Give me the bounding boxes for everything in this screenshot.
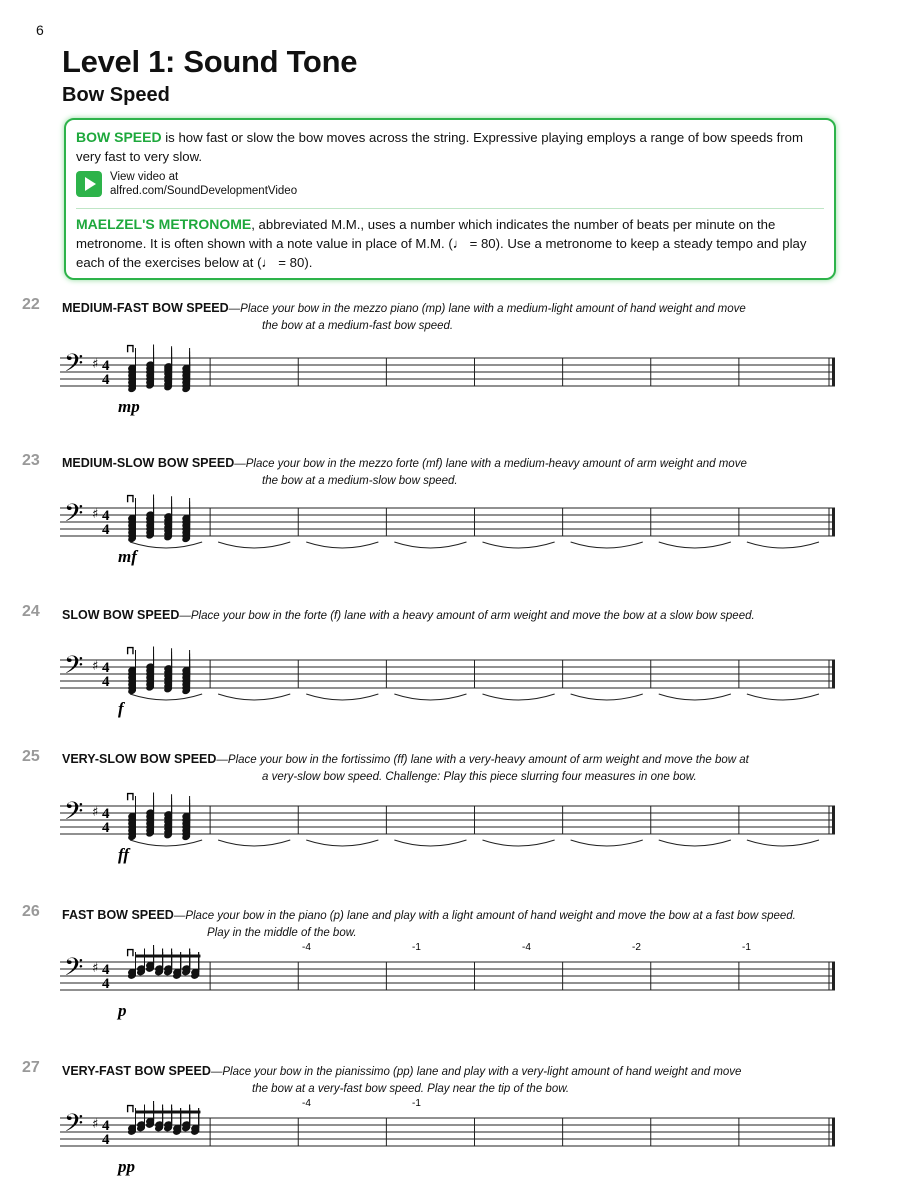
down-bow-icon: ⊓ (126, 343, 135, 355)
slur (571, 542, 643, 548)
bow-speed-definition (76, 128, 824, 166)
key-sharp-icon: ♯ (92, 1117, 99, 1132)
slur (394, 694, 466, 700)
down-bow-icon: ⊓ (126, 1103, 135, 1115)
video-link[interactable] (76, 170, 824, 198)
exercise-heading (62, 455, 862, 490)
slur (130, 542, 202, 548)
exercise-number: 23 (22, 452, 40, 469)
dynamic-marking: f (118, 699, 124, 718)
exercise-desc-2: the bow at a medium-fast bow speed. (262, 320, 454, 332)
bass-clef-icon: 𝄢 (64, 651, 84, 686)
exercise-number: 22 (22, 296, 40, 313)
final-barline (832, 358, 835, 386)
metronome-definition (76, 215, 824, 272)
bass-clef-icon: 𝄢 (64, 1109, 84, 1144)
key-sharp-icon: ♯ (92, 507, 99, 522)
final-barline (832, 660, 835, 688)
exercise-desc: —Place your bow in the mezzo forte (mf) lane with a medium-heavy amount of arm weight and move (234, 458, 747, 470)
final-barline (832, 962, 835, 990)
bass-clef-icon: 𝄢 (64, 953, 84, 988)
slur (306, 542, 378, 548)
exercise-name: MEDIUM-SLOW BOW SPEED (62, 456, 235, 470)
key-sharp-icon: ♯ (92, 659, 99, 674)
metronome-text: , abbreviated M.M., uses a number which indicates the number of beats per minute on the metronome. It is often shown with a note value in place of M.M. (♩ = 80). Use a metronome to keep a steady tempo and play each of the exercises below at (♩ = 80). (76, 217, 807, 270)
slur (483, 542, 555, 548)
dynamic-marking: pp (118, 1157, 135, 1176)
dynamic-marking: mp (118, 397, 140, 416)
metronome-term: MAELZEL'S METRONOME (76, 216, 252, 232)
fingering-label: -1 (742, 942, 751, 953)
video-url[interactable]: alfred.com/SoundDevelopmentVideo (110, 185, 298, 197)
slur (571, 694, 643, 700)
music-staff (60, 338, 840, 428)
page-number: 6 (36, 22, 44, 38)
exercise-name: VERY-SLOW BOW SPEED (62, 752, 217, 766)
bow-speed-text: is how fast or slow the bow moves across the string. Expressive playing employs a range of bow speeds from very fast to very slow. (76, 130, 803, 164)
fingering-label: -4 (302, 1098, 311, 1109)
exercise-heading (62, 1063, 862, 1098)
exercise-name: SLOW BOW SPEED (62, 608, 180, 622)
time-signature: 4 (102, 522, 110, 538)
bass-clef-icon: 𝄢 (64, 797, 84, 832)
bass-clef-icon: 𝄢 (64, 349, 84, 384)
fingering-label: -1 (412, 1098, 421, 1109)
slur (747, 694, 819, 700)
exercise-desc: —Place your bow in the mezzo piano (mp) lane with a medium-light amount of hand weight and move (228, 303, 746, 315)
slur (218, 542, 290, 548)
exercise-desc: —Place your bow in the forte (f) lane with a heavy amount of arm weight and move the bow at a slow bow speed. (179, 610, 755, 622)
time-signature: 4 (102, 962, 110, 978)
slur (306, 840, 378, 846)
exercise-name: FAST BOW SPEED (62, 908, 174, 922)
info-divider (76, 208, 824, 209)
fingering-label: -1 (412, 942, 421, 953)
down-bow-icon: ⊓ (126, 791, 135, 803)
exercise-heading (62, 300, 862, 335)
slur (747, 542, 819, 548)
down-bow-icon: ⊓ (126, 645, 135, 657)
time-signature: 4 (102, 660, 110, 676)
bass-clef-icon: 𝄢 (64, 499, 84, 534)
video-line-1: View video at (110, 171, 179, 183)
exercise-desc-2: the bow at a very-fast bow speed. Play near the tip of the bow. (252, 1083, 570, 1095)
slur (394, 840, 466, 846)
exercise-desc: —Place your bow in the piano (p) lane and play with a light amount of hand weight and move the bow at a fast bow speed. (173, 910, 796, 922)
fingering-label: -4 (522, 942, 531, 953)
final-barline (832, 806, 835, 834)
music-staff (60, 786, 840, 876)
exercise-heading (62, 607, 862, 625)
exercise-heading (62, 751, 862, 786)
music-staff (60, 1098, 840, 1188)
page-title: Level 1: Sound Tone (62, 44, 358, 79)
exercise-desc-2: the bow at a medium-slow bow speed. (262, 475, 458, 487)
info-box (64, 118, 836, 280)
key-sharp-icon: ♯ (92, 961, 99, 976)
slur (571, 840, 643, 846)
final-barline (832, 1118, 835, 1146)
time-signature: 4 (102, 1132, 110, 1148)
music-staff (60, 942, 840, 1032)
slur (218, 694, 290, 700)
exercise-number: 26 (22, 903, 40, 920)
music-staff (60, 640, 840, 730)
slur (483, 840, 555, 846)
slur (130, 840, 202, 846)
slur (659, 694, 731, 700)
exercise-number: 27 (22, 1059, 40, 1076)
dynamic-marking: p (118, 1001, 127, 1020)
fingering-label: -2 (632, 942, 641, 953)
music-staff (60, 488, 840, 578)
slur (659, 840, 731, 846)
dynamic-marking: ff (118, 845, 130, 864)
slur (747, 840, 819, 846)
down-bow-icon: ⊓ (126, 947, 135, 959)
time-signature: 4 (102, 508, 110, 524)
slur (306, 694, 378, 700)
exercise-number: 24 (22, 603, 40, 620)
slur (218, 840, 290, 846)
exercise-desc: —Place your bow in the fortissimo (ff) lane with a very-heavy amount of arm weight and move the bow at (216, 754, 749, 766)
exercise-number: 25 (22, 748, 40, 765)
time-signature: 4 (102, 358, 110, 374)
exercise-desc: —Place your bow in the pianissimo (pp) lane and play with a very-light amount of hand weight and move (210, 1066, 742, 1078)
time-signature: 4 (102, 1118, 110, 1134)
dynamic-marking: mf (118, 547, 137, 566)
slur (483, 694, 555, 700)
slur (659, 542, 731, 548)
down-bow-icon: ⊓ (126, 493, 135, 505)
time-signature: 4 (102, 820, 110, 836)
time-signature: 4 (102, 806, 110, 822)
bow-speed-term: BOW SPEED (76, 129, 162, 145)
fingering-label: -4 (302, 942, 311, 953)
slur (394, 542, 466, 548)
page-subtitle: Bow Speed (62, 84, 170, 106)
exercise-heading (62, 907, 862, 942)
time-signature: 4 (102, 976, 110, 992)
final-barline (832, 508, 835, 536)
exercise-desc-2: Play in the middle of the bow. (207, 927, 357, 939)
time-signature: 4 (102, 372, 110, 388)
key-sharp-icon: ♯ (92, 357, 99, 372)
exercise-name: MEDIUM-FAST BOW SPEED (62, 301, 229, 315)
key-sharp-icon: ♯ (92, 805, 99, 820)
time-signature: 4 (102, 674, 110, 690)
exercise-desc-2: a very-slow bow speed. Challenge: Play this piece slurring four measures in one bow. (262, 771, 697, 783)
slur (130, 694, 202, 700)
play-icon[interactable] (76, 171, 102, 197)
exercise-name: VERY-FAST BOW SPEED (62, 1064, 211, 1078)
